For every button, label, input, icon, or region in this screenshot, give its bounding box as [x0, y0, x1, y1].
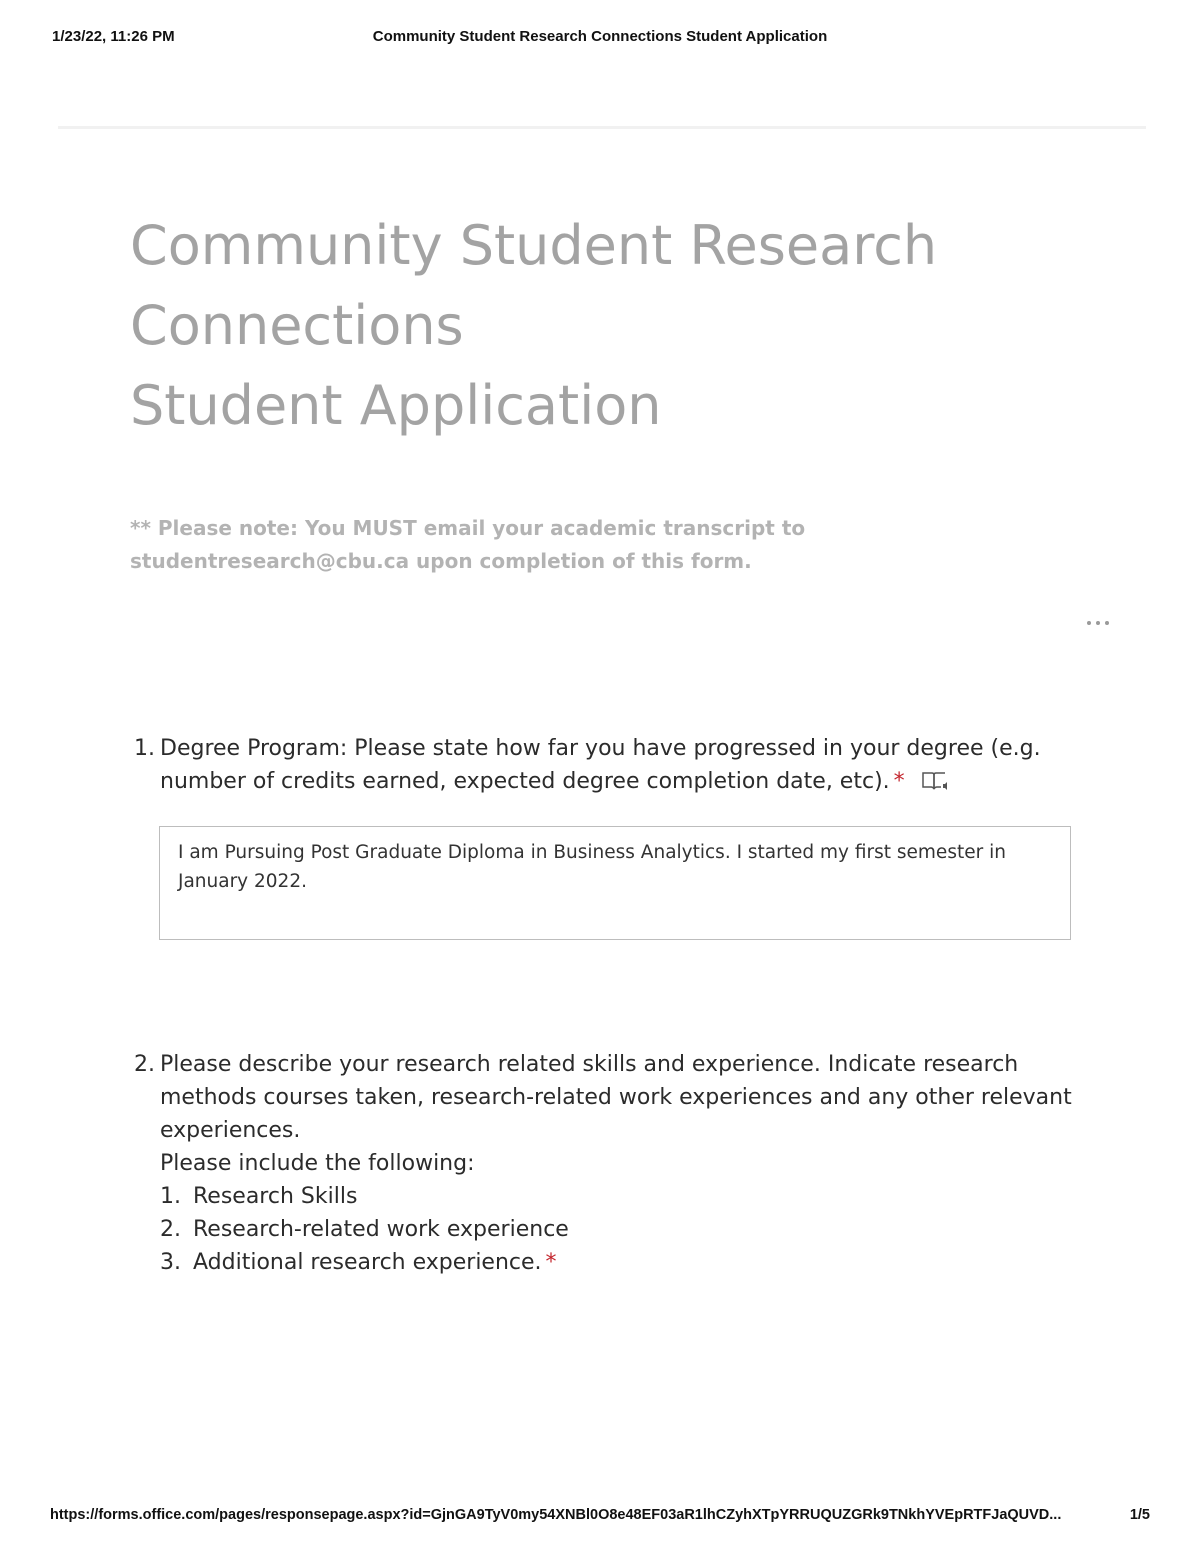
form-title-line: Student Application: [130, 374, 662, 437]
required-marker: *: [893, 769, 905, 794]
question-instruction: Please include the following:: [160, 1151, 475, 1176]
print-header: [52, 28, 1148, 50]
list-item: [160, 1246, 1074, 1279]
list-item-label: Research Skills: [193, 1184, 358, 1209]
print-page-number: 1/5: [1129, 1507, 1150, 1523]
list-item: [160, 1180, 1074, 1213]
form-title-line: Connections: [130, 294, 464, 357]
list-item-number: 3.: [160, 1250, 181, 1275]
list-item-label: Research-related work experience: [193, 1217, 569, 1242]
list-item-label: Additional research experience.: [193, 1250, 542, 1275]
list-item: [160, 1213, 1074, 1246]
form-title-line: Community Student Research: [130, 214, 938, 277]
print-datetime: 1/23/22, 11:26 PM: [52, 28, 175, 45]
question-text: Degree Program: Please state how far you have progressed in your degree (e.g. number of credits earned, expected degree completion date, etc).: [160, 736, 1041, 794]
required-items-list: [160, 1180, 1074, 1279]
list-item-number: 1.: [160, 1184, 181, 1209]
question-1: [134, 732, 1074, 798]
immersive-reader-icon[interactable]: [921, 769, 949, 791]
answer-input-question-1[interactable]: [159, 826, 1071, 940]
required-marker: *: [545, 1250, 557, 1275]
question-text: Please describe your research related skills and experience. Indicate research methods courses taken, research-related work experiences and any other relevant experiences.: [160, 1052, 1072, 1143]
question-2: [134, 1048, 1074, 1279]
form-title: [130, 206, 1030, 446]
more-options-button[interactable]: [1078, 608, 1118, 638]
ellipsis-icon: [1105, 621, 1109, 625]
form-description: ** Please note: You MUST email your academic transcript to studentresearch@cbu.ca upon completion of this form.: [130, 516, 806, 573]
print-url: https://forms.office.com/pages/responsepage.aspx?id=GjnGA9TyV0my54XNBl0O8e48EF03aR1lhCZyhXTpYRRUQUZGRk9TNkhYVEpRTFJaQUVD...: [50, 1507, 1062, 1523]
question-number: 1.: [134, 736, 155, 761]
form-header-divider: [58, 126, 1146, 129]
print-footer: [50, 1507, 1150, 1529]
ellipsis-icon: [1087, 621, 1091, 625]
print-page-title: Community Student Research Connections Student Application: [372, 28, 828, 45]
ellipsis-icon: [1096, 621, 1100, 625]
question-number: 2.: [134, 1052, 155, 1077]
list-item-number: 2.: [160, 1217, 181, 1242]
